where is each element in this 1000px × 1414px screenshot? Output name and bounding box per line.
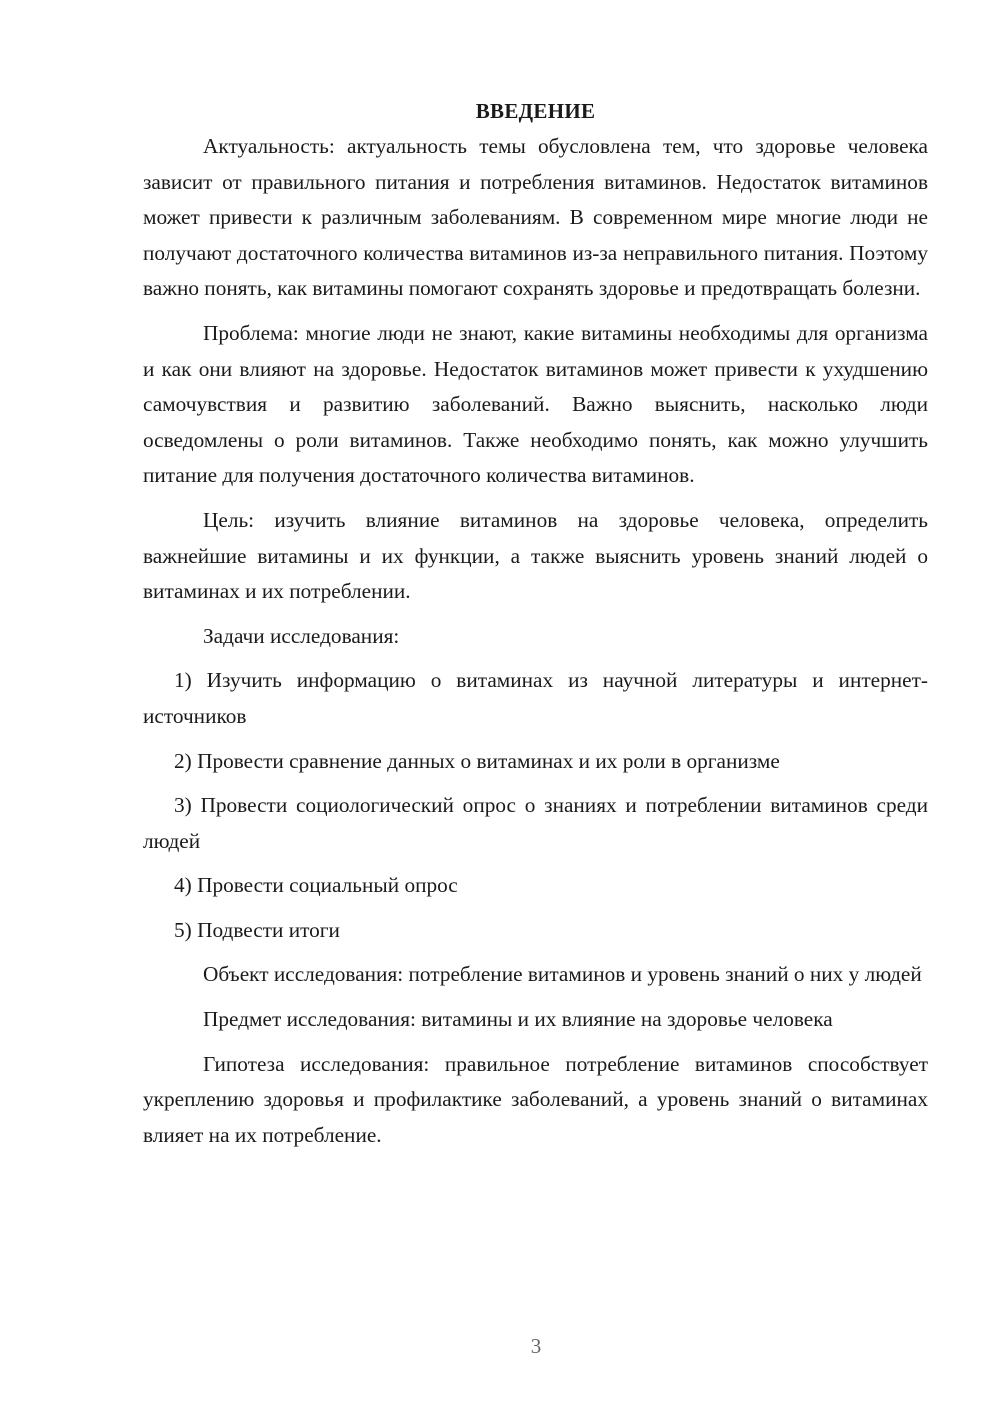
goal-paragraph: Цель: изучить влияние витаминов на здоровье человека, определить важнейшие витамины и их функции, а также выяснить уровень знаний людей о витаминах и их потреблении. bbox=[143, 507, 928, 604]
hypothesis-paragraph: Гипотеза исследования: правильное потребление витаминов способствует укреплению здоровья и профилактике заболеваний, а уровень знаний о витаминах влияет на их потребление. bbox=[143, 1051, 928, 1147]
tasks-heading: Задачи исследования: bbox=[203, 623, 400, 648]
task-item: 4) Провести социальный опрос bbox=[174, 873, 458, 898]
task-item: 5) Подвести итоги bbox=[174, 917, 340, 942]
object-paragraph: Объект исследования: потребление витаминов и уровень знаний о них у людей bbox=[203, 962, 922, 987]
problem-paragraph: Проблема: многие люди не знают, какие витамины необходимы для организма и как они влияют на здоровье. Недостаток витаминов может привести к ухудшению самочувствия и развитию заболеваний. Важно выяснить, насколько люди осведомлены о роли витаминов. Также необходимо понять, как можно улучшить питание для получения достаточного количества витаминов. bbox=[143, 320, 928, 488]
page-number: 3 bbox=[530, 1334, 542, 1358]
relevance-paragraph: Актуальность: актуальность темы обусловлена тем, что здоровье человека зависит от правильного питания и потребления витаминов. Недостаток витаминов может привести к различным заболеваниям. В современном мире многие люди не получают достаточного количества витаминов из-за неправильного питания. Поэтому важно понять, как витамины помогают сохранять здоровье и предотвращать болезни. bbox=[143, 134, 928, 301]
task-item: 2) Провести сравнение данных о витаминах и их роли в организме bbox=[174, 748, 780, 773]
task-item: 1) Изучить информацию о витаминах из научной литературы и интернет-источников bbox=[143, 668, 928, 728]
task-item: 3) Провести социологический опрос о знаниях и потреблении витаминов среди людей bbox=[143, 793, 928, 853]
page-title: ВВЕДЕНИЕ bbox=[475, 99, 596, 123]
subject-paragraph: Предмет исследования: витамины и их влияние на здоровье человека bbox=[203, 1007, 833, 1032]
tasks-list bbox=[143, 663, 928, 948]
document-page bbox=[143, 94, 928, 1162]
